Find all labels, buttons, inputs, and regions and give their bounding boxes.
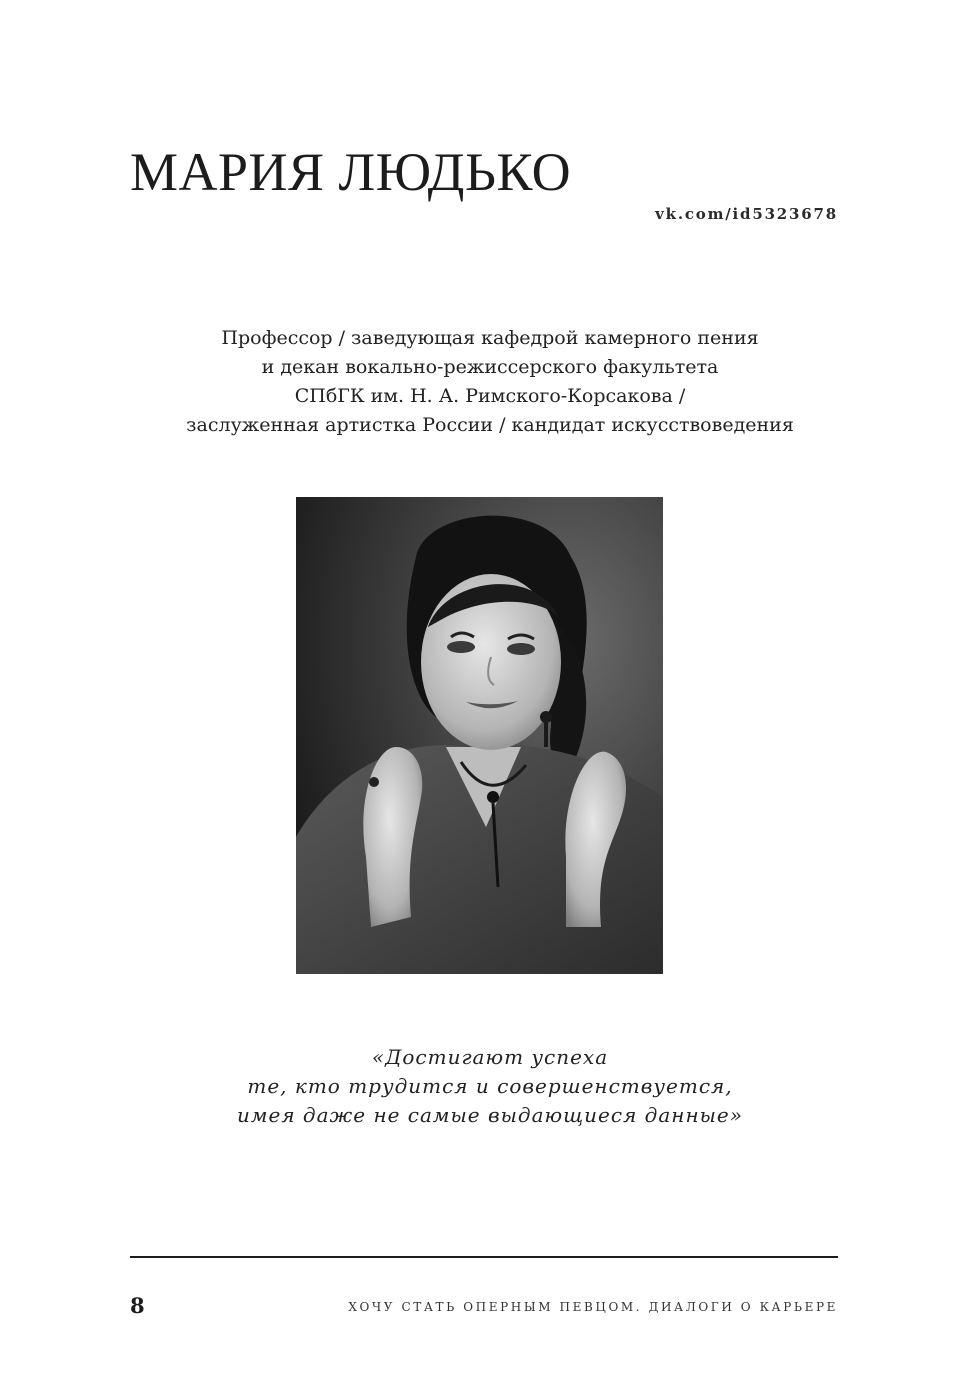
running-title: ХОЧУ СТАТЬ ОПЕРНЫМ ПЕВЦОМ. ДИАЛОГИ О КАРЬЕРЕ (348, 1300, 838, 1314)
vk-profile-link[interactable]: vk.com/id5323678 (655, 205, 838, 223)
quote-line: «Достигают успеха (371, 1045, 609, 1069)
quote-line: имея даже не самые выдающиеся данные» (237, 1103, 743, 1127)
bio-line: Профессор / заведующая кафедрой камерного пения (221, 327, 759, 349)
quote-line: те, кто трудится и совершенствуется, (247, 1074, 733, 1098)
bio-line: и декан вокально-режиссерского факультета (261, 356, 719, 378)
bio-line: СПбГК им. Н. А. Римского-Корсакова / (294, 385, 686, 407)
quote-block (130, 1043, 850, 1130)
page-number: 8 (130, 1293, 145, 1318)
portrait-photo (296, 497, 663, 974)
bio-block (130, 324, 850, 440)
bio-line: заслуженная артистка России / кандидат искусствоведения (186, 414, 794, 436)
page-title: МАРИЯ ЛЮДЬКО (130, 142, 572, 202)
footer-divider (130, 1256, 838, 1258)
